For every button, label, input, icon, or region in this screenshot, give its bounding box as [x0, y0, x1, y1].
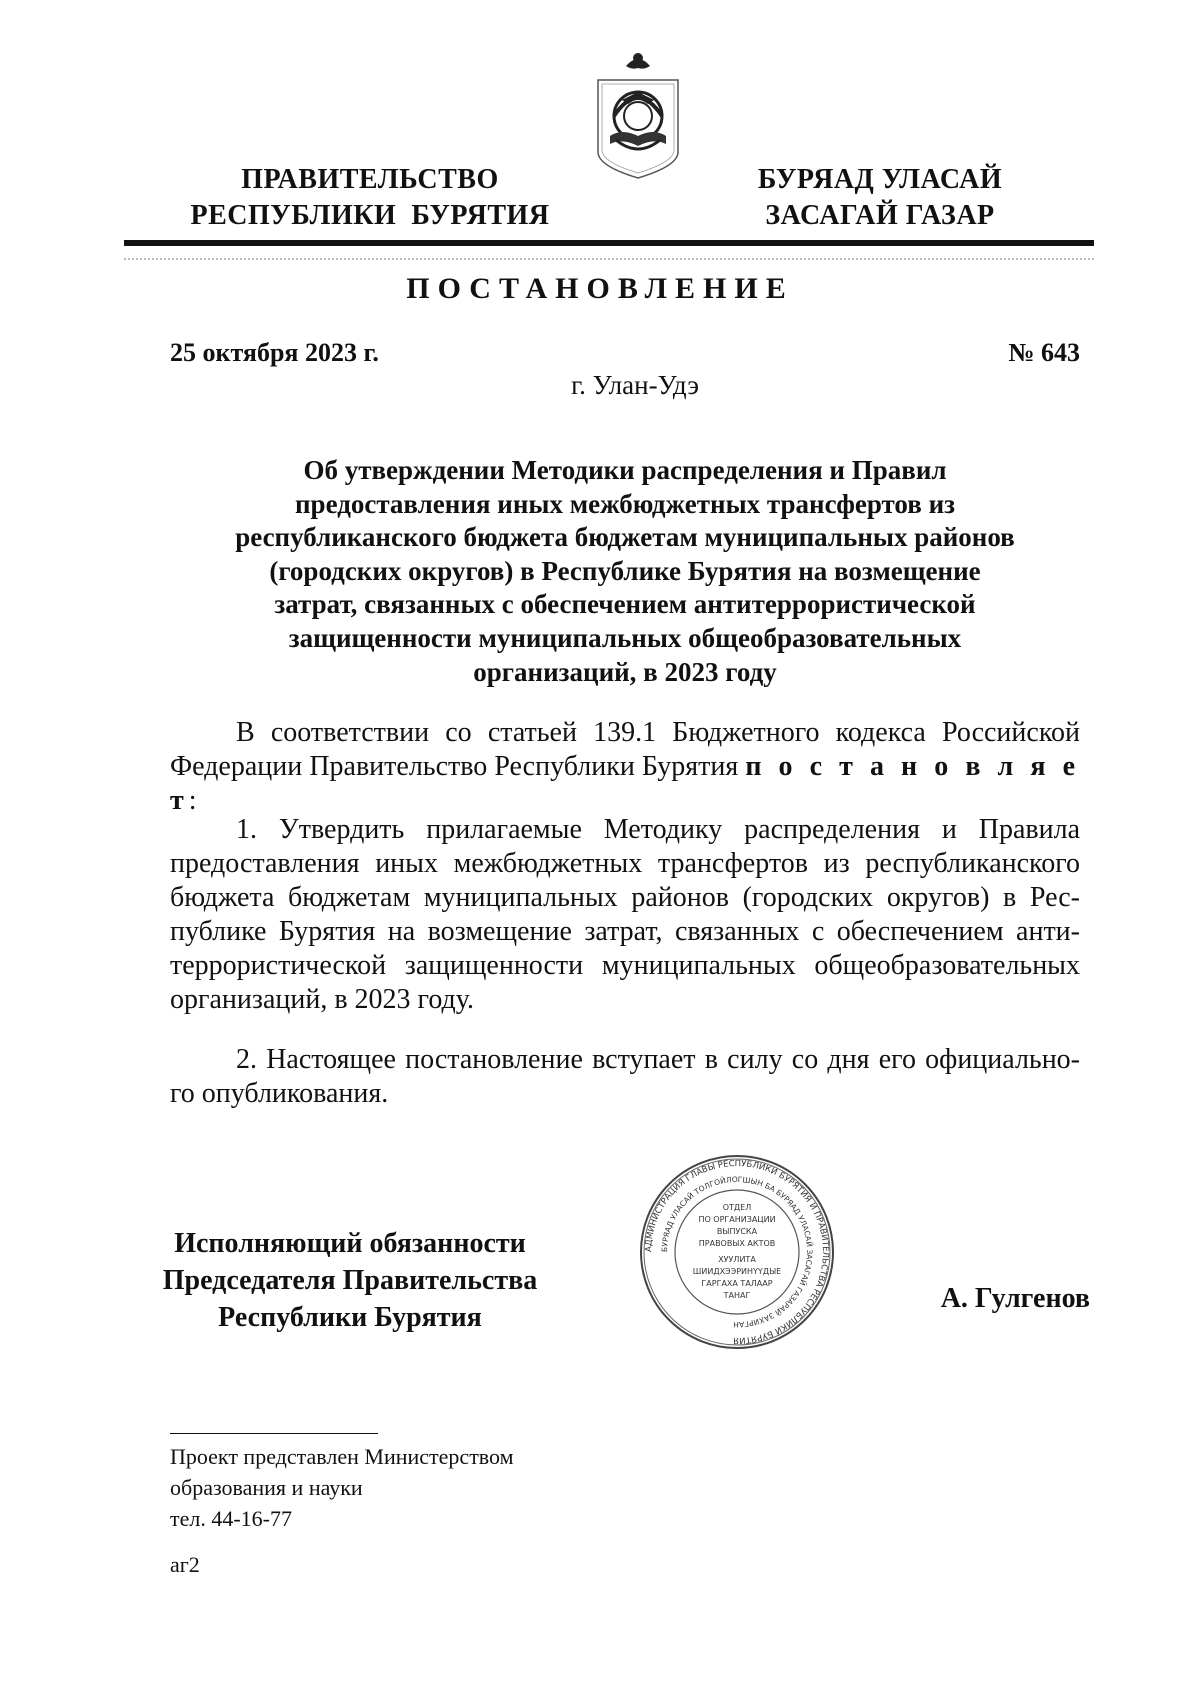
- title-line: республиканского бюджета бюджетам муниципальных районов: [235, 522, 1015, 553]
- title-line: предоставления иных межбюджетных трансфертов из: [295, 488, 955, 519]
- item-2-paragraph: [170, 1043, 1080, 1111]
- government-name-buryat-line1: БУРЯАД УЛАСАЙ: [757, 164, 1003, 195]
- header-dotted-rule: [124, 258, 1094, 260]
- title-line: затрат, связанных с обеспечением антитеррористической: [274, 589, 976, 620]
- paragraph-line: 2. Настоящее постановление вступает в силу со дня его официально-: [236, 1044, 1080, 1075]
- footer-line: Проект представлен Министерством: [170, 1444, 514, 1469]
- document-date: 25 октября 2023 г.: [170, 338, 379, 367]
- seal-center-line: ТАНАГ: [723, 1291, 751, 1300]
- position-line: Исполняющий обязанности: [174, 1228, 526, 1259]
- paragraph-line: публике Бурятия на возмещение затрат, связанных с обеспечением анти-: [170, 916, 1080, 947]
- seal-center-line: ВЫПУСКА: [716, 1227, 758, 1236]
- title-line: (городских округов) в Республике Бурятия на возмещение: [269, 555, 981, 586]
- paragraph-line: предоставления иных межбюджетных трансфертов из республиканского: [170, 848, 1080, 879]
- intro-suffix: :: [188, 785, 197, 816]
- position-line: Председателя Правительства: [162, 1265, 538, 1296]
- title-line: Об утверждении Методики распределения и Правил: [303, 455, 947, 485]
- paragraph-line: В соответствии со статьей 139.1 Бюджетного кодекса Российской: [236, 717, 1080, 748]
- header-rule: [124, 240, 1094, 246]
- title-line: защищенности муниципальных общеобразовательных: [288, 622, 962, 653]
- footer-line: тел. 44-16-77: [170, 1506, 293, 1531]
- seal-center-line: ОТДЕЛ: [722, 1203, 752, 1212]
- paragraph-line: террористической защищенности муниципальных общеобразовательных: [170, 950, 1080, 981]
- item-1-paragraph: [170, 813, 1080, 1017]
- position-line: Республики Бурятия: [218, 1302, 482, 1333]
- document-city: г. Улан-Удэ: [571, 370, 699, 400]
- official-seal: [637, 1152, 837, 1352]
- government-name-buryat-line2: ЗАСАГАЙ ГАЗАР: [765, 200, 995, 231]
- seal-center-line: ГАРГАХА ТАЛААР: [701, 1279, 773, 1288]
- paragraph-line: го опубликования.: [170, 1078, 389, 1109]
- document-number: № 643: [1008, 338, 1080, 367]
- document-type: ПОСТАНОВЛЕНИЕ: [406, 272, 794, 305]
- seal-center-line: ХУУЛИТА: [718, 1255, 756, 1264]
- seal-center-line: ПО ОРГАНИЗАЦИИ: [698, 1215, 776, 1224]
- document-title: [170, 454, 1080, 689]
- paragraph-line: организаций, в 2023 году.: [170, 984, 474, 1015]
- footer-rule: [170, 1433, 378, 1434]
- seal-inner-text: БУРЯАД УЛАСАЙ ТОЛГОЙЛОГШЫН БА БУРЯАД УЛАСАЙ ЗАСАГАЙ ГАЗАРАЙ ЗАХИРГАН: [659, 1174, 815, 1330]
- government-name-buryat: [700, 162, 1060, 234]
- signatory-position: [150, 1225, 550, 1336]
- intro-text: Федерации Правительство Республики Бурятия: [170, 751, 746, 782]
- footer-note: [170, 1441, 670, 1534]
- seal-outer-text: АДМИНИСТРАЦИЯ ГЛАВЫ РЕСПУБЛИКИ БУРЯТИЯ И ПРАВИТЕЛЬСТВА РЕСПУБЛИКИ БУРЯТИЯ: [643, 1158, 831, 1346]
- paragraph-line: 1. Утвердить прилагаемые Методику распределения и Правила: [236, 814, 1080, 845]
- decree-keyword: п о с т а н о в л я е т: [170, 751, 1081, 816]
- paragraph-line: бюджета бюджетам муниципальных районов (городских округов) в Рес-: [170, 882, 1080, 913]
- government-name-line1: ПРАВИТЕЛЬСТВО: [241, 164, 499, 195]
- seal-center-line: ШИИДХЭЭРИНҮҮДЫЕ: [692, 1267, 782, 1276]
- government-name-russian: [160, 162, 580, 234]
- title-line: организаций, в 2023 году: [473, 656, 777, 687]
- signatory-name: А. Гулгенов: [940, 1283, 1090, 1314]
- coat-of-arms-icon: [592, 40, 684, 180]
- paragraph-line: [170, 750, 1080, 818]
- footer-code: аг2: [170, 1552, 200, 1577]
- intro-paragraph: [170, 716, 1080, 818]
- government-name-line2: РЕСПУБЛИКИ БУРЯТИЯ: [190, 200, 550, 231]
- footer-line: образования и науки: [170, 1475, 363, 1500]
- seal-center-line: ПРАВОВЫХ АКТОВ: [698, 1239, 776, 1248]
